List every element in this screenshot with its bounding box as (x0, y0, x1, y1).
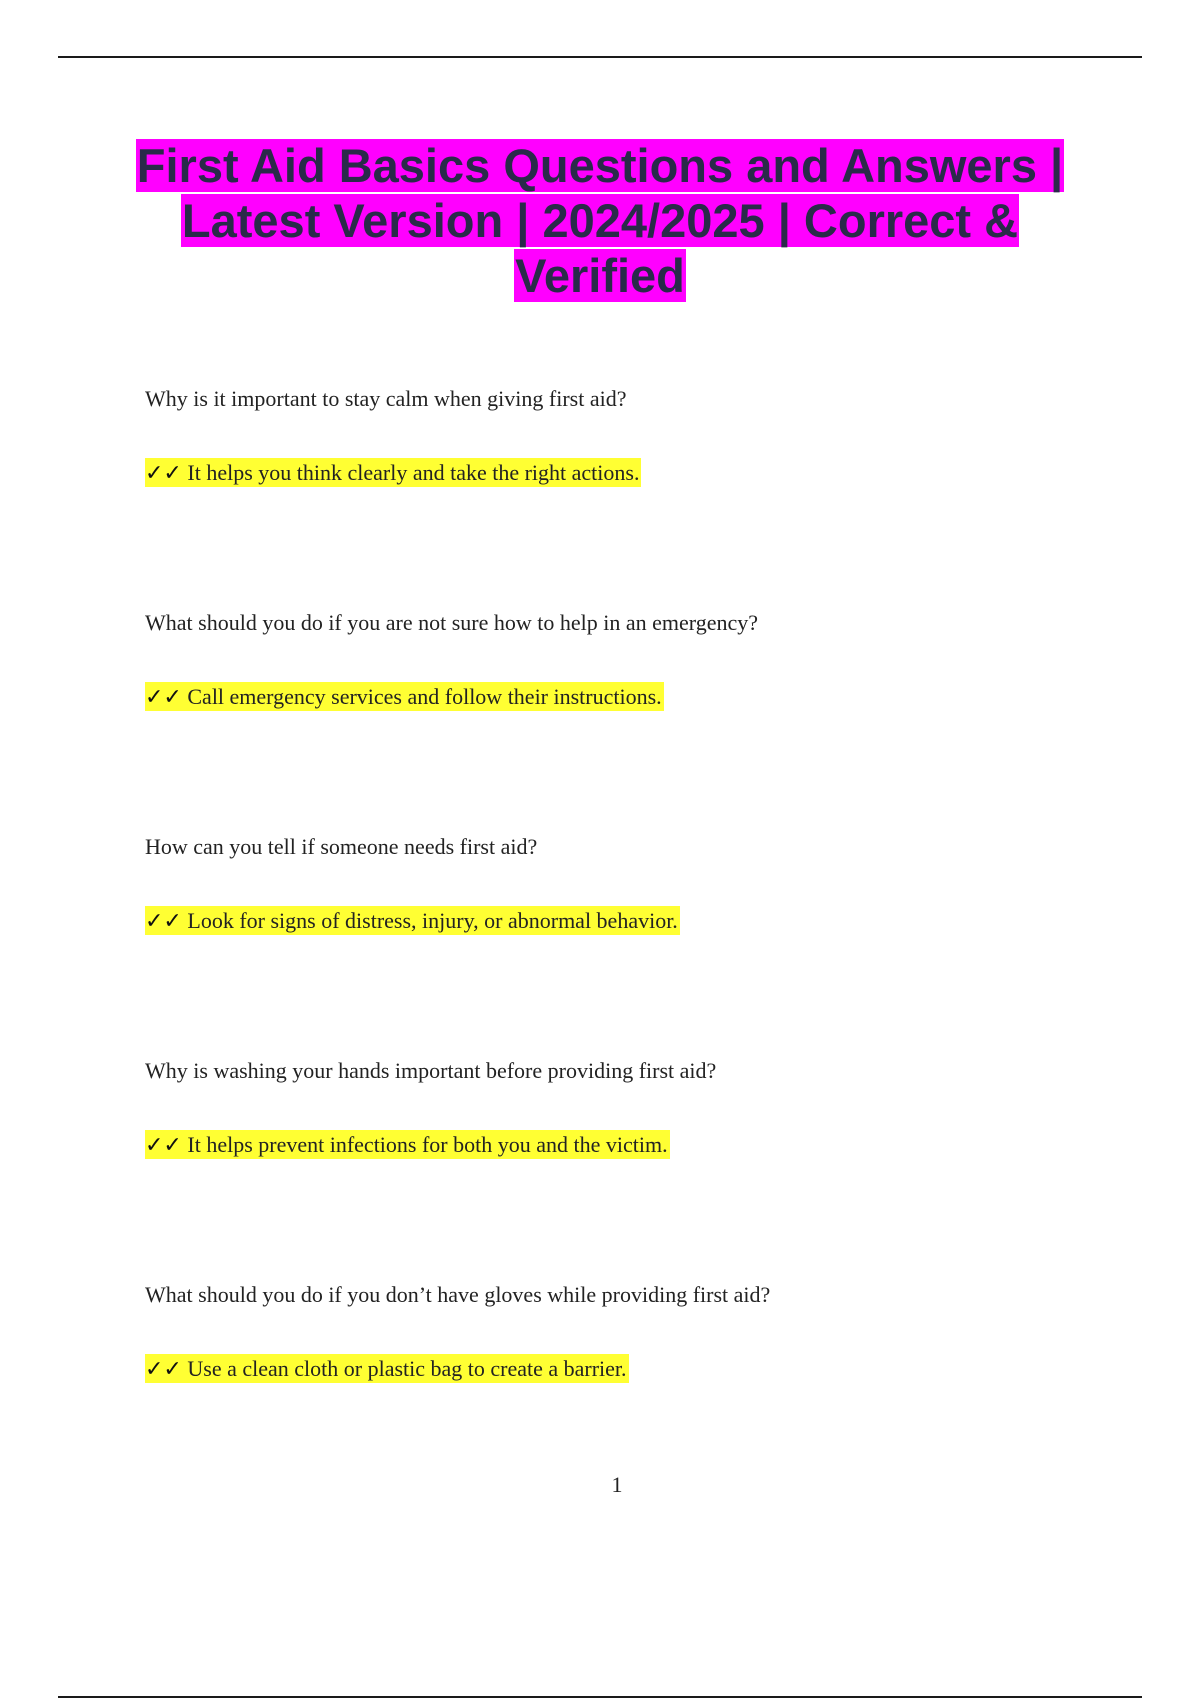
answer-highlight (145, 458, 641, 487)
double-check-icon: ✓✓ (145, 461, 182, 486)
answer (145, 1131, 1145, 1160)
document-title (100, 138, 1100, 303)
answer-text: Look for signs of distress, injury, or abnormal behavior. (187, 908, 678, 933)
answer-text: Use a clean cloth or plastic bag to create a barrier. (187, 1356, 627, 1381)
answer (145, 1355, 1145, 1384)
top-rule (58, 56, 1142, 58)
question-text: What should you do if you are not sure how to help in an emergency? (145, 610, 758, 635)
answer-highlight (145, 682, 664, 711)
question-text: What should you do if you don’t have gloves while providing first aid? (145, 1282, 771, 1307)
page-number: 1 (611, 1472, 623, 1497)
answer-text: Call emergency services and follow their instructions. (187, 684, 662, 709)
answer-highlight (145, 1130, 670, 1159)
question-text: Why is washing your hands important before providing first aid? (145, 1058, 717, 1083)
double-check-icon: ✓✓ (145, 1357, 182, 1382)
double-check-icon: ✓✓ (145, 909, 182, 934)
qa-item (145, 1281, 1145, 1384)
document-title-text: First Aid Basics Questions and Answers | Latest Version | 2024/2025 | Correct & Verified (136, 139, 1064, 302)
question-text: Why is it important to stay calm when giving first aid? (145, 386, 627, 411)
double-check-icon: ✓✓ (145, 1133, 182, 1158)
answer-highlight (145, 906, 680, 935)
answer (145, 907, 1145, 936)
answer-text: It helps you think clearly and take the right actions. (187, 460, 640, 485)
answer-highlight (145, 1354, 629, 1383)
double-check-icon: ✓✓ (145, 685, 182, 710)
answer-text: It helps prevent infections for both you and the victim. (187, 1132, 668, 1157)
qa-item (145, 1057, 1145, 1160)
bottom-rule (58, 1696, 1142, 1698)
qa-item (145, 609, 1145, 712)
qa-item (145, 385, 1145, 488)
question-text: How can you tell if someone needs first aid? (145, 834, 538, 859)
answer (145, 459, 1145, 488)
answer (145, 683, 1145, 712)
qa-item (145, 833, 1145, 936)
